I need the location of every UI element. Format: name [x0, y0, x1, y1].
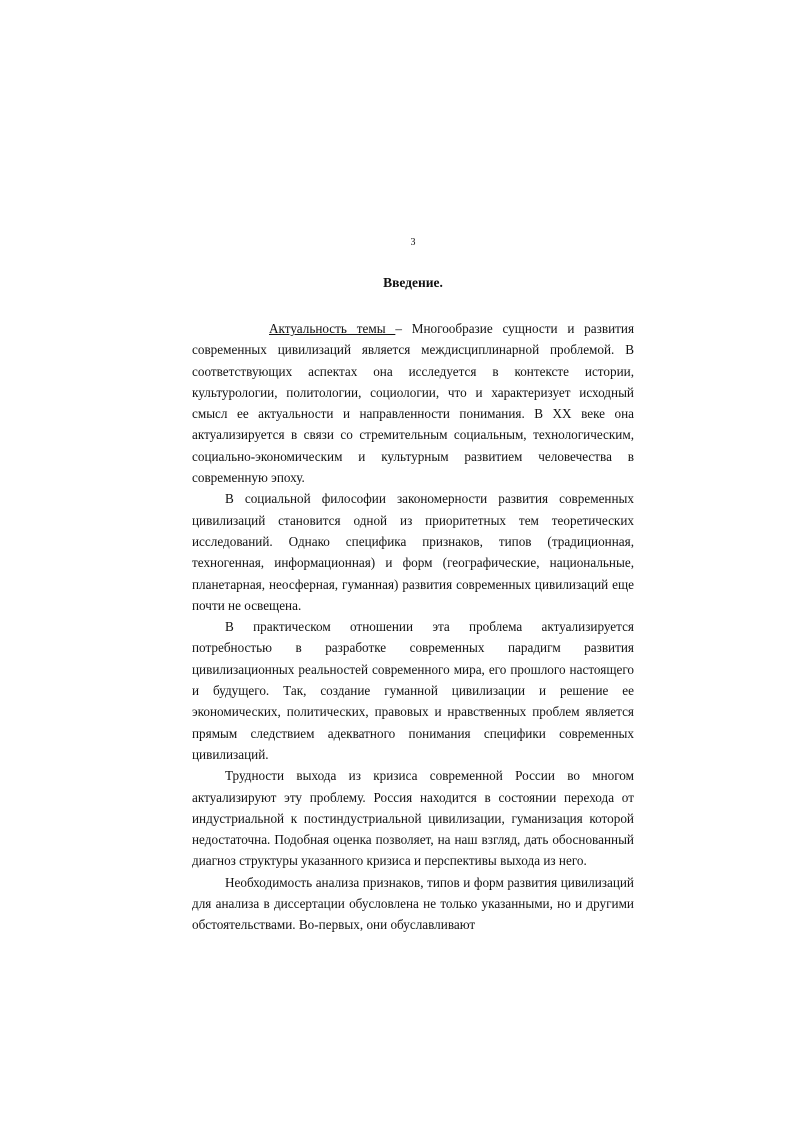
- relevance-heading: Актуальность темы: [269, 321, 396, 336]
- paragraph-text: – Многообразие сущности и развития современных цивилизаций является междисциплинарной проблемой. В соответствующих аспектах она исследуется в контексте истории, культурологии, политологии, социологии, что и характеризует исходный смысл ее актуальности и направленности понимания. В XX веке она актуализируется в связи со стремительным социальным, технологическим, социально-экономическим и культурным развитием человечества в современную эпоху.: [192, 321, 635, 486]
- paragraph-text: В практическом отношении эта проблема актуализируется потребностью в разработке современных парадигм развития цивилизационных реальностей современного мира, его прошлого настоящего и будущего. Так, создание гуманной цивилизации и решение ее экономических, политических, правовых и нравственных проблем является прямым следствием адекватного понимания специфики современных цивилизаций.: [192, 619, 634, 762]
- paragraph-relevance: [192, 318, 634, 488]
- page-title: Введение.: [383, 275, 443, 290]
- paragraph-social-philosophy: [192, 488, 634, 616]
- paragraph-text: Трудности выхода из кризиса современной России во многом актуализируют эту проблему. Россия находится в состоянии перехода от индустриальной к постиндустриальной цивилизации, гуманизация которой недостаточна. Подобная оценка позволяет, на наш взгляд, дать обоснованный диагноз структуры указанного кризиса и перспективы выхода из него.: [192, 768, 634, 869]
- page-number: 3: [410, 237, 416, 248]
- paragraph-necessity: [192, 872, 634, 936]
- paragraph-russia-crisis: [192, 765, 634, 871]
- document-body: [192, 236, 634, 936]
- paragraph-text: Необходимость анализа признаков, типов и форм развития цивилизаций для анализа в диссертации обусловлена не только указанными, но и другими обстоятельствами. Во-первых, они обуславливают: [192, 874, 634, 933]
- paragraph-practical: [192, 616, 634, 765]
- paragraph-text: В социальной философии закономерности развития современных цивилизаций становится одной из приоритетных тем теоретических исследований. Однако специфика признаков, типов (традиционная, техногенная, информационная) и форм (географические, национальные, планетарная, неосферная, гуманная) развития современных цивилизаций еще почти не освещена.: [192, 491, 634, 613]
